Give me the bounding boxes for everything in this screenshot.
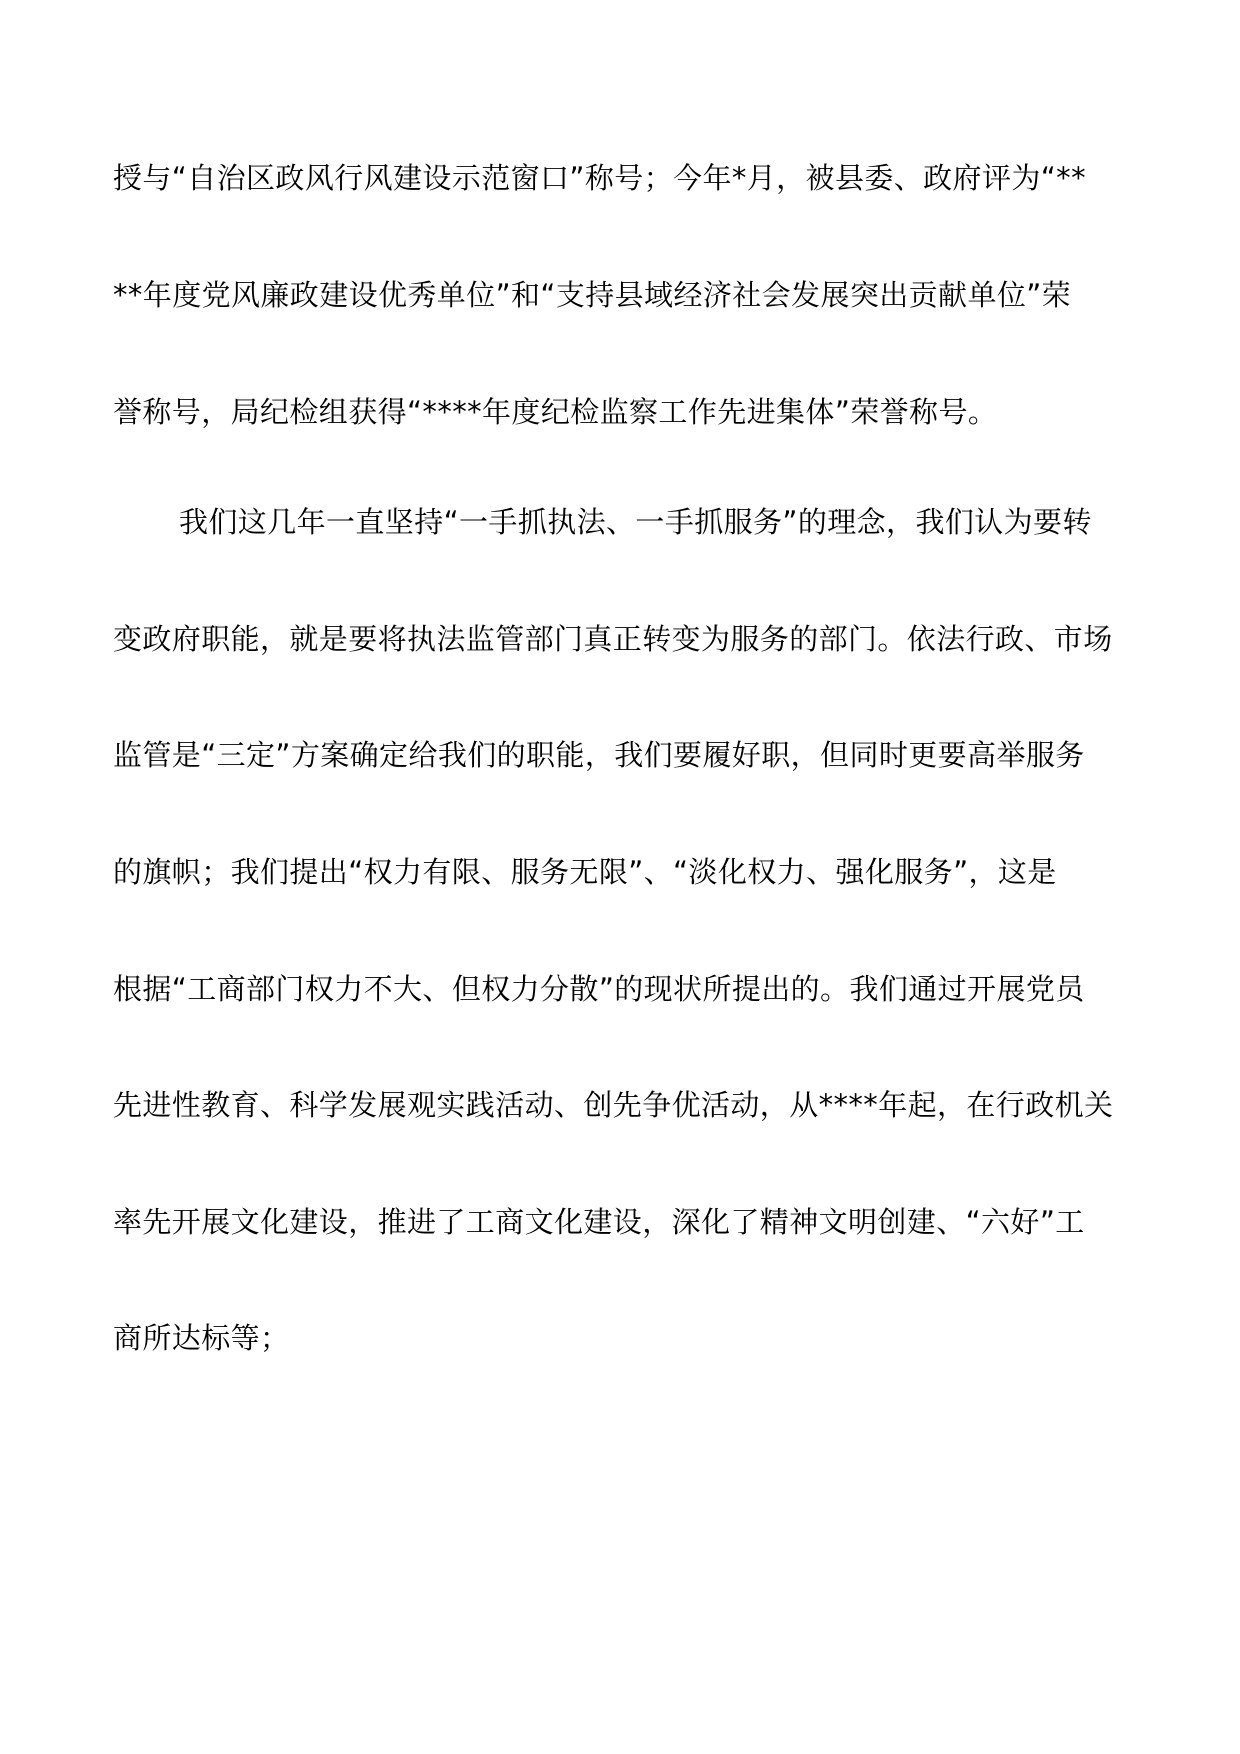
paragraph-2-line-3: 监管是“三定”方案确定给我们的职能，我们要履好职，但同时更要高举服务 — [113, 738, 1085, 772]
paragraph-2-line-1: 我们这几年一直坚持“一手抓执法、一手抓服务”的理念，我们认为要转 — [179, 505, 1092, 539]
paragraph-2-line-8: 商所达标等； — [113, 1321, 290, 1355]
paragraph-2-line-5: 根据“工商部门权力不大、但权力分散”的现状所提出的。我们通过开展党员 — [113, 972, 1085, 1006]
paragraph-2-line-4: 的旗帜；我们提出“权力有限、服务无限”、“淡化权力、强化服务”，这是 — [113, 855, 1057, 889]
paragraph-1-line-1: 授与“自治区政风行风建设示范窗口”称号；今年*月，被县委、政府评为“** — [113, 161, 1086, 195]
paragraph-2-line-7: 率先开展文化建设，推进了工商文化建设，深化了精神文明创建、“六好”工 — [113, 1205, 1085, 1239]
paragraph-2-line-2: 变政府职能，就是要将执法监管部门真正转变为服务的部门。依法行政、市场 — [113, 622, 1113, 656]
paragraph-1-line-3: 誉称号，局纪检组获得“****年度纪检监察工作先进集体”荣誉称号。 — [113, 395, 998, 429]
paragraph-2-line-6: 先进性教育、科学发展观实践活动、创先争优活动，从****年起，在行政机关 — [113, 1088, 1114, 1122]
paragraph-1-line-2: **年度党风廉政建设优秀单位”和“支持县域经济社会发展突出贡献单位”荣 — [113, 278, 1072, 312]
